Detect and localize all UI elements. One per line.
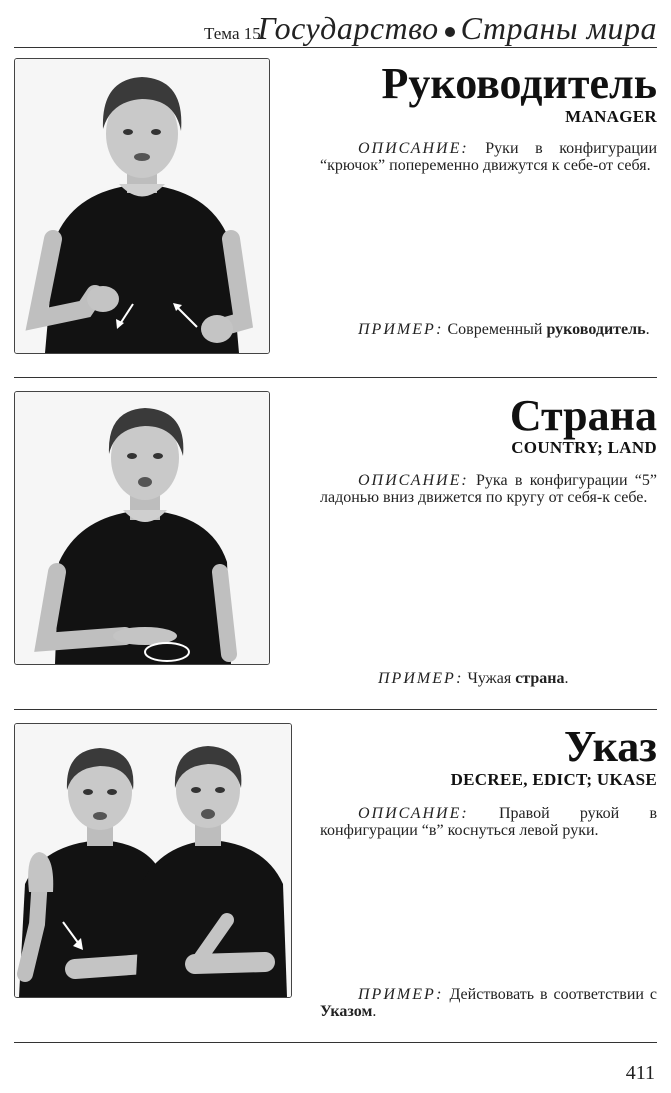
example-keyword: Указом — [320, 1003, 373, 1020]
example-label: ПРИМЕР: — [358, 321, 444, 338]
example-end: . — [372, 1003, 377, 1020]
description-text: Рука в конфигурации “5” ладонью вниз движется по кругу от себя-к себе. — [320, 472, 657, 506]
entry-translation: MANAGER — [565, 107, 657, 126]
entry-word: Страна — [509, 391, 657, 440]
entry-example — [320, 321, 657, 338]
bullet-dot-icon — [445, 27, 455, 37]
topic-title-part1: Государство — [257, 10, 439, 46]
example-label: ПРИМЕР: — [358, 986, 444, 1003]
description-label: ОПИСАНИЕ: — [358, 140, 469, 157]
entry-divider — [14, 377, 657, 378]
entry-divider — [14, 1042, 657, 1043]
sign-photo-manager — [14, 58, 270, 354]
example-label: ПРИМЕР: — [378, 670, 464, 687]
example-end: . — [564, 670, 569, 687]
signer-illustration — [15, 724, 291, 997]
entry-divider — [14, 709, 657, 710]
entry-word: Руководитель — [381, 59, 657, 108]
entry-description — [320, 472, 657, 506]
example-keyword: руководитель — [546, 321, 646, 338]
entry-example — [320, 670, 657, 687]
sign-photo-country — [14, 391, 270, 665]
example-text: Действовать в соответствии с — [449, 986, 657, 1003]
page-number: 411 — [625, 1062, 655, 1084]
example-text: Современный — [447, 321, 543, 338]
entry-description — [320, 805, 657, 839]
topic-title — [258, 10, 657, 47]
description-label: ОПИСАНИЕ: — [358, 805, 469, 822]
description-text: Руки в конфигурации “крючок” попеременно движутся к себе-от себя. — [320, 140, 657, 174]
example-text: Чужая — [467, 670, 512, 687]
example-keyword: страна — [515, 670, 565, 687]
entry-word: Указ — [563, 722, 657, 771]
header-rule — [14, 47, 657, 48]
entry-description — [320, 140, 657, 174]
topic-title-part2: Страны мира — [460, 10, 657, 46]
example-end: . — [645, 321, 650, 338]
entry-translation: DECREE, EDICT; UKASE — [450, 770, 657, 789]
topic-label: Тема 15. — [204, 24, 265, 43]
signer-illustration — [15, 59, 269, 353]
entry-translation: COUNTRY; LAND — [511, 438, 657, 457]
sign-photo-decree — [14, 723, 292, 998]
entry-example — [320, 986, 657, 1020]
description-label: ОПИСАНИЕ: — [358, 472, 469, 489]
page-header — [0, 8, 657, 46]
signer-illustration — [15, 392, 269, 664]
description-text: Правой рукой в конфигурации “в” коснуться левой руки. — [320, 805, 657, 839]
